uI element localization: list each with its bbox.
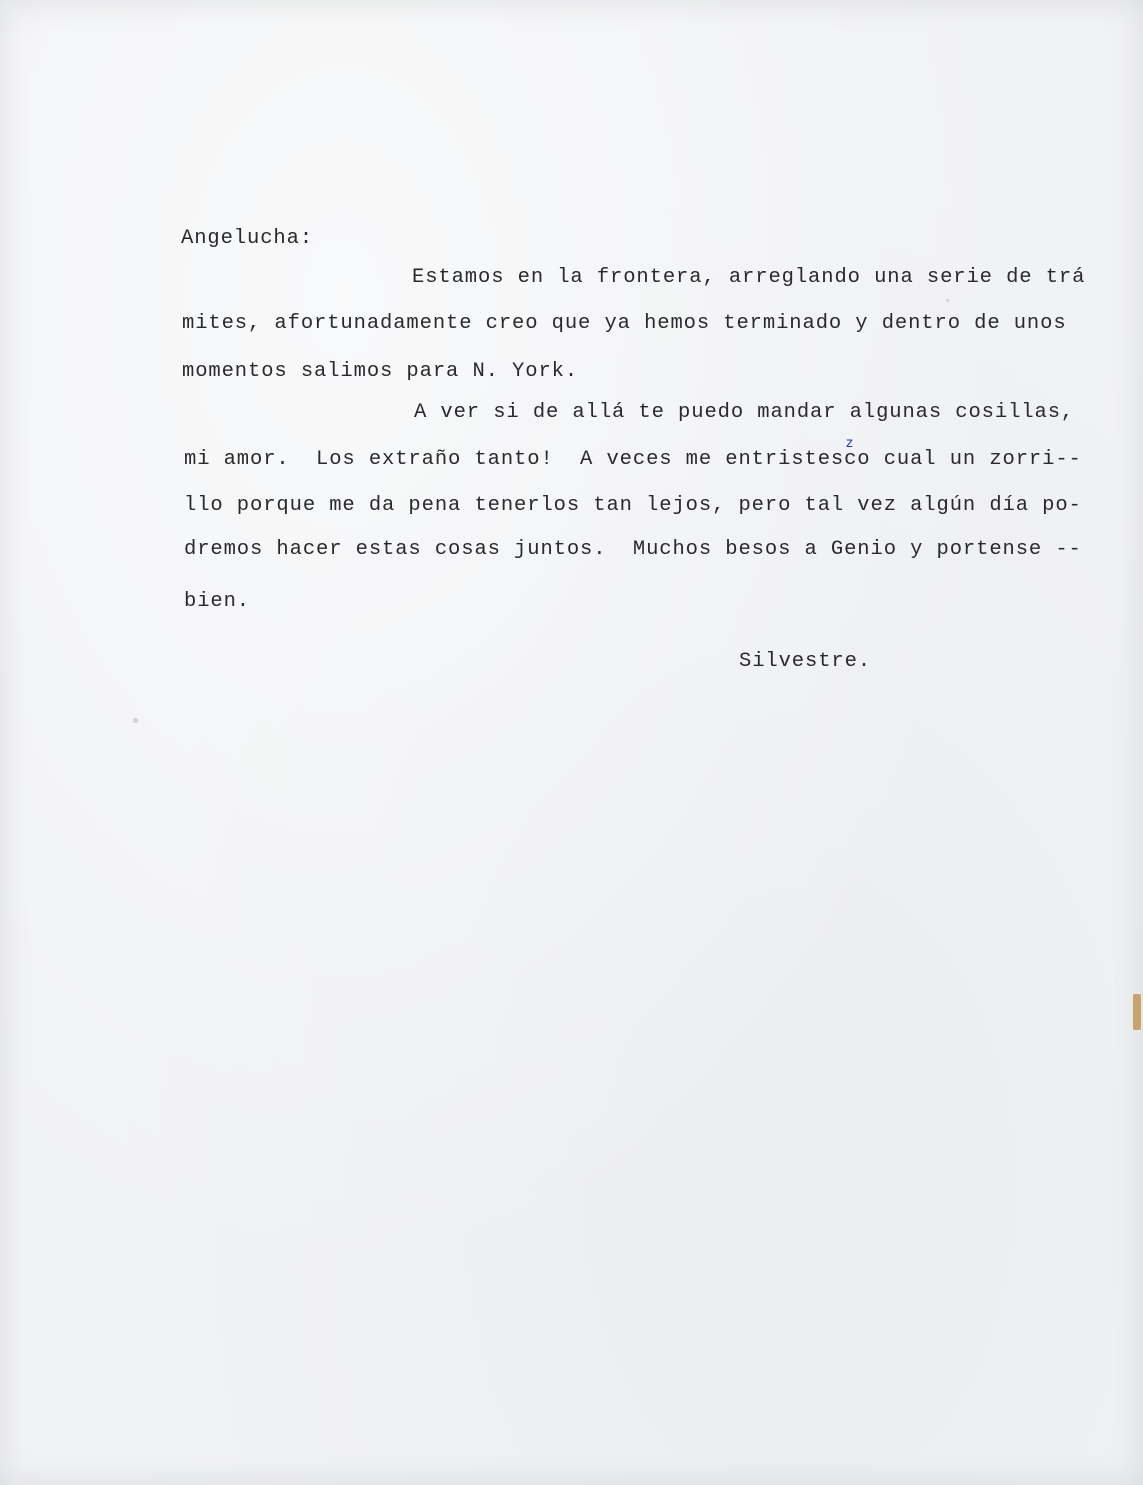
- letter-line-1: Estamos en la frontera, arreglando una serie de trá: [412, 266, 1086, 289]
- salutation: Angelucha:: [181, 227, 314, 250]
- letter-line-2: mites, afortunadamente creo que ya hemos terminado y dentro de unos: [182, 312, 1067, 335]
- letter-line-8: bien.: [184, 590, 251, 613]
- letter-line-3: momentos salimos para N. York.: [182, 360, 579, 383]
- letter-line-6: llo porque me da pena tenerlos tan lejos, pero tal vez algún día po-: [184, 494, 1082, 517]
- handwritten-correction: z: [846, 436, 853, 451]
- letter-line-7: dremos hacer estas cosas juntos. Muchos besos a Genio y portense --: [184, 538, 1082, 561]
- letter-line-4: A ver si de allá te puedo mandar algunas cosillas,: [414, 401, 1075, 424]
- signature: Silvestre.: [739, 650, 872, 673]
- paper-speck: [133, 718, 138, 723]
- page-edge-tab: [1133, 994, 1141, 1030]
- paper-speck: [946, 299, 949, 302]
- letter-line-5: mi amor. Los extraño tanto! A veces me entristesco cual un zorri--: [184, 448, 1082, 471]
